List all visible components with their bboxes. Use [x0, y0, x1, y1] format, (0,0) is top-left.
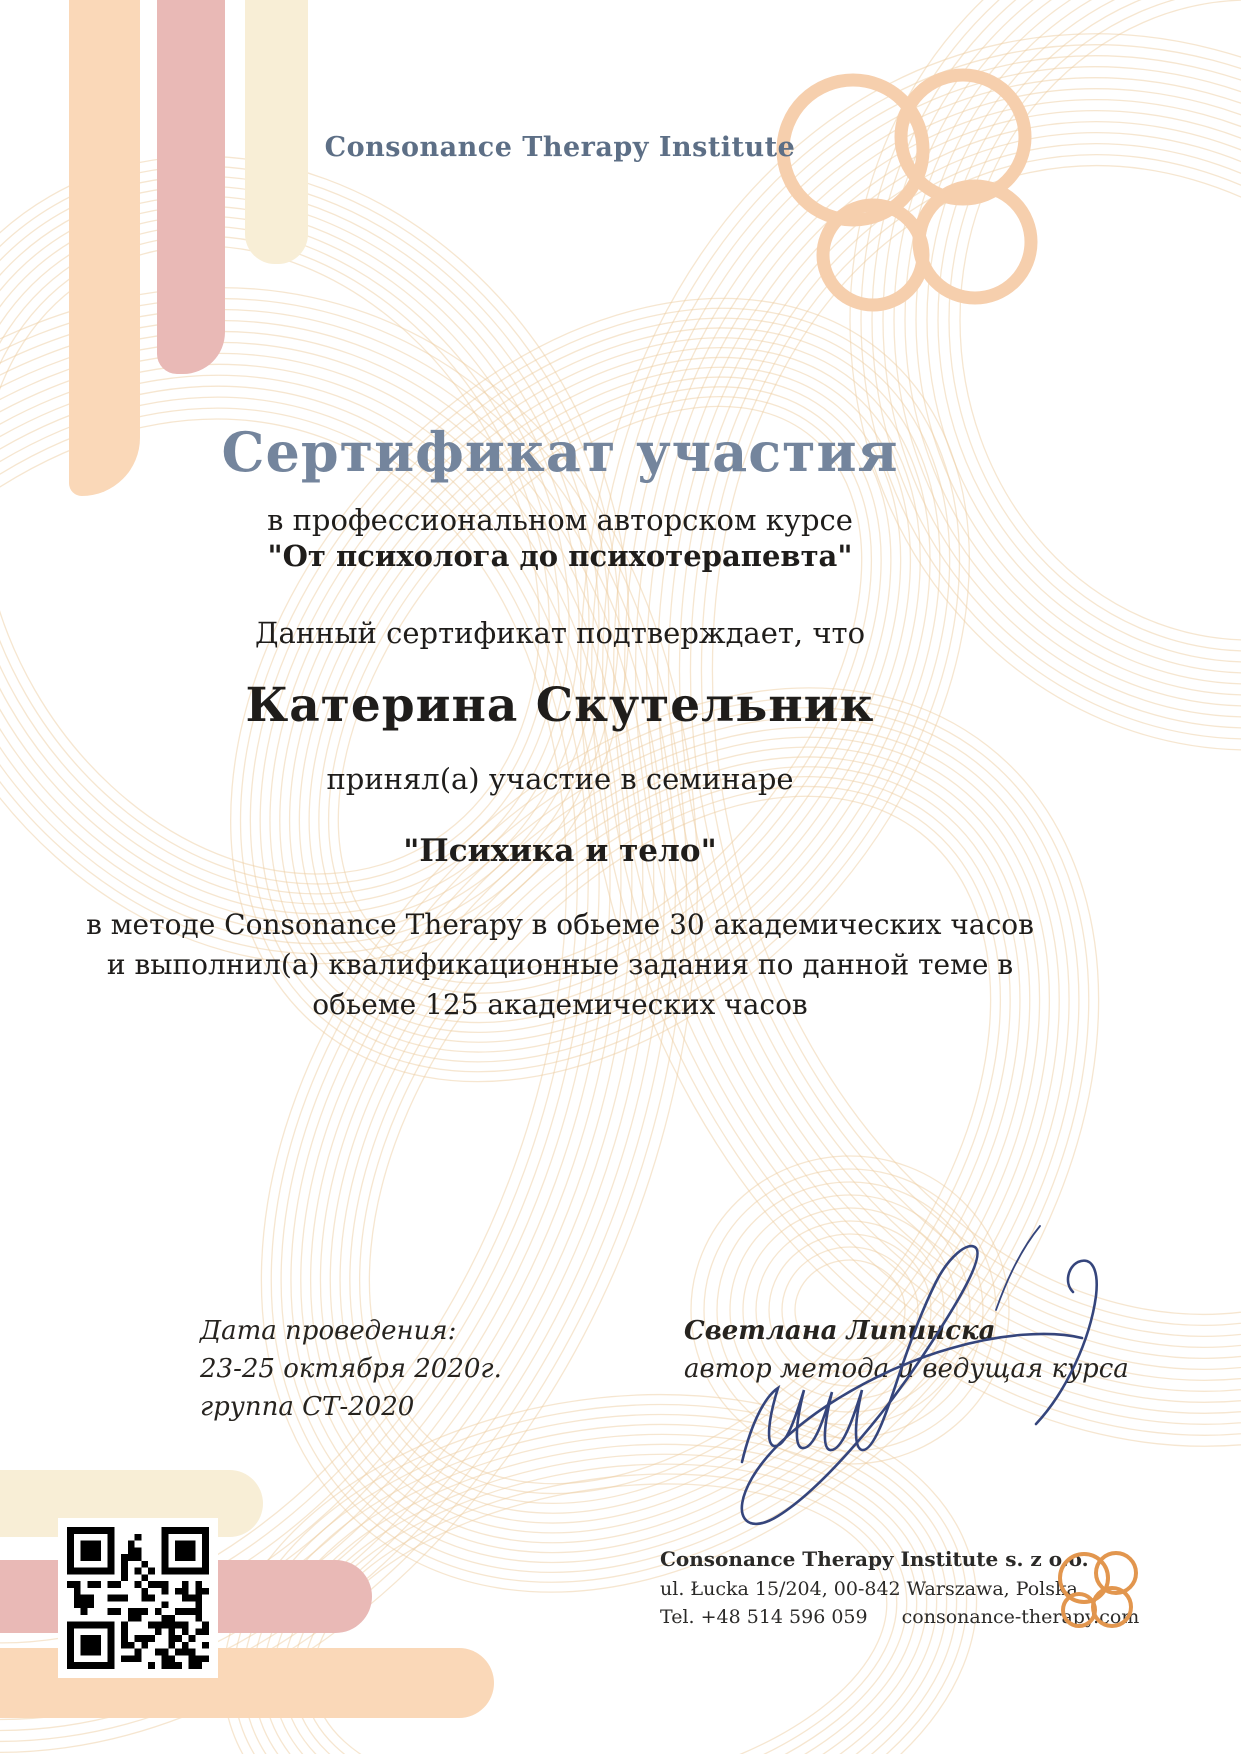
hours-details	[0, 905, 1120, 1025]
qr-code	[58, 1518, 218, 1678]
institute-name: Consonance Therapy Institute	[324, 132, 796, 163]
signer-name: Светлана Липинска	[684, 1316, 996, 1346]
details-line-1: в методе Consonance Therapy в обьеме 30 академических часов	[86, 908, 1034, 941]
footer-website: consonance-therapy.com	[901, 1606, 1140, 1628]
participation-line: принял(а) участие в семинаре	[326, 762, 794, 796]
overlapping-circles-logo-small-icon	[1046, 1546, 1146, 1646]
details-line-3: обьеме 125 академических часов	[312, 988, 808, 1021]
footer-company: Consonance Therapy Institute s. z o.o.	[660, 1547, 1089, 1571]
course-name: "От психолога до психотерапевта"	[267, 539, 853, 573]
confirmation-line: Данный сертификат подтверждает, что	[254, 616, 866, 650]
details-line-2: и выполнил(а) квалификационные задания по данной теме в	[106, 948, 1014, 981]
footer-phone: Tel. +48 514 596 059	[660, 1606, 868, 1628]
course-intro-line: в профессиональном авторском курсе	[267, 503, 853, 537]
handwritten-signature	[700, 1200, 1120, 1560]
recipient-name: Катерина Скутельник	[245, 678, 875, 733]
event-group: группа СТ-2020	[200, 1392, 415, 1422]
event-date: 23-25 октября 2020г.	[200, 1354, 502, 1384]
event-date-block	[200, 1312, 502, 1426]
certificate-title: Сертификат участия	[221, 420, 899, 484]
decor-bar-top-left-pink	[157, 0, 225, 374]
overlapping-circles-logo-icon	[770, 48, 1060, 338]
seminar-name: "Психика и тело"	[403, 833, 717, 869]
event-date-label: Дата проведения:	[200, 1316, 457, 1346]
footer-address: ul. Łucka 15/204, 00-842 Warszawa, Polska	[660, 1578, 1078, 1600]
signer-role: автор метода и ведущая курса	[684, 1354, 1129, 1384]
